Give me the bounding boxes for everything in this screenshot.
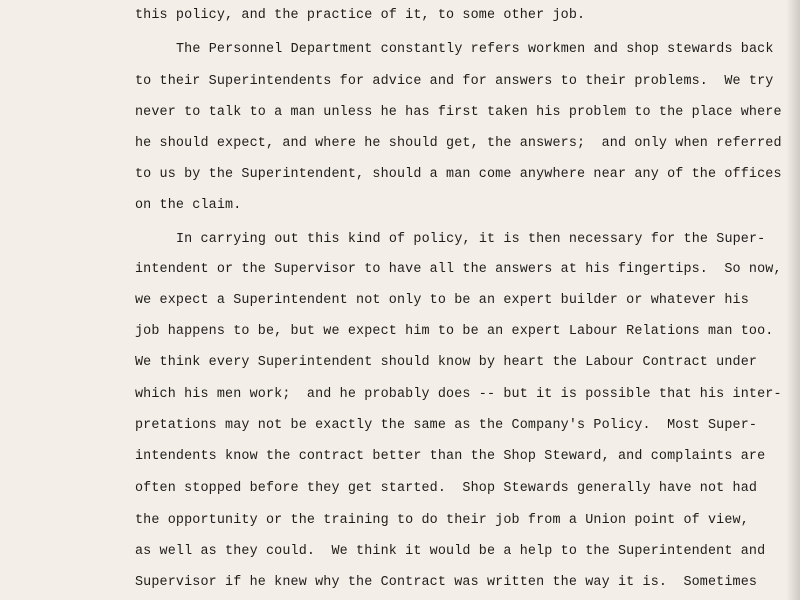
- text-line: he should expect, and where he should get, the answers; and only when referred: [135, 136, 782, 151]
- text-line: we expect a Superintendent not only to be an expert builder or whatever his: [135, 293, 749, 308]
- text-line: often stopped before they get started. Shop Stewards generally have not had: [135, 481, 758, 496]
- text-line: which his men work; and he probably does -- but it is possible that his inter-: [135, 387, 782, 402]
- text-line: intendents know the contract better than the Shop Steward, and complaints are: [135, 449, 766, 464]
- text-line: pretations may not be exactly the same as the Company's Policy. Most Super-: [135, 418, 758, 433]
- text-line: The Personnel Department constantly refers workmen and shop stewards back: [176, 42, 774, 57]
- text-line: never to talk to a man unless he has first taken his problem to the place where: [135, 105, 782, 120]
- text-line: intendent or the Supervisor to have all the answers at his fingertips. So now,: [135, 262, 782, 277]
- text-line: In carrying out this kind of policy, it is then necessary for the Super-: [176, 232, 766, 247]
- text-line: the opportunity or the training to do their job from a Union point of view,: [135, 513, 749, 528]
- text-line: to their Superintendents for advice and for answers to their problems. We try: [135, 74, 774, 89]
- text-line: job happens to be, but we expect him to be an expert Labour Relations man too.: [135, 324, 774, 339]
- text-line: on the claim.: [135, 198, 242, 213]
- text-line: this policy, and the practice of it, to some other job.: [135, 8, 586, 23]
- text-line: as well as they could. We think it would be a help to the Superintendent and: [135, 544, 766, 559]
- text-line: We think every Superintendent should know by heart the Labour Contract under: [135, 355, 758, 370]
- text-line: Supervisor if he knew why the Contract was written the way it is. Sometimes: [135, 575, 758, 590]
- page-edge-shadow: [786, 0, 800, 600]
- text-line: to us by the Superintendent, should a man come anywhere near any of the offices: [135, 167, 782, 182]
